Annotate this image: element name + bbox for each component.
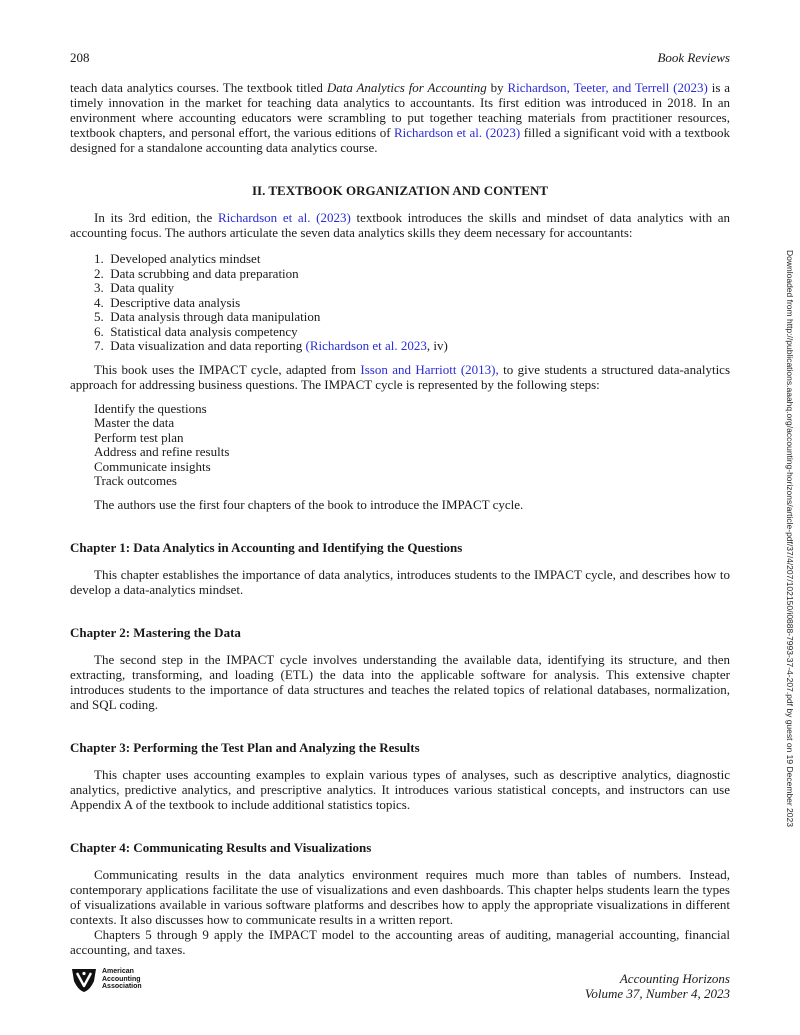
running-head: Book Reviews	[657, 50, 730, 65]
skill-7-text: 7. Data visualization and data reporting	[94, 338, 306, 353]
aaa-logo-text	[102, 968, 142, 991]
chapter-3-text: This chapter uses accounting examples to explain various types of analyses, such as descriptive analytics, diagnostic analytics, predictive analytics, and prescriptive analytics. It introduces various statistical concepts, and instructors can use Appendix A of the textbook to include additional statistics topics.	[70, 766, 730, 812]
intro-text-2: by	[486, 80, 508, 95]
chapter-3-heading: Chapter 3: Performing the Test Plan and Analyzing the Results	[70, 739, 420, 755]
logo-line-3: Association	[102, 983, 142, 991]
section-heading: II. TEXTBOOK ORGANIZATION AND CONTENT	[251, 183, 549, 198]
aaa-shield-icon	[70, 966, 98, 994]
impact-step: Master the data	[94, 415, 175, 430]
page-header	[70, 50, 730, 70]
citation-link-richardson-et-al[interactable]: Richardson et al. (2023)	[393, 125, 521, 140]
impact-step: Track outcomes	[94, 473, 177, 488]
book-title: Data Analytics for Accounting	[326, 80, 487, 95]
impact-step: Address and refine results	[94, 444, 230, 459]
skill-item: 4. Descriptive data analysis	[94, 294, 241, 310]
logo-line-2: Accounting	[102, 975, 141, 983]
journal-name: Accounting Horizons	[619, 971, 730, 986]
section-paragraph-2	[70, 362, 730, 392]
skill-item: 1. Developed analytics mindset	[94, 251, 261, 266]
chapter-4-text: Communicating results in the data analytics environment requires much more than tables of numbers. Instead, contemporary applications facilitate the use of visualizations and even dashboards. This chapter helps students learn the types of visualizations available in various software platforms and describes how to apply the appropriate visualizations in different contexts. It also discusses how to communicate results in a written report.	[70, 866, 730, 927]
impact-step: Identify the questions	[94, 400, 207, 416]
skills-list	[70, 252, 730, 354]
logo-line-1: American	[102, 968, 134, 975]
citation-link-richardson-2023[interactable]: (Richardson et al. 2023	[305, 338, 427, 353]
section-text-3: This book uses the IMPACT cycle, adapted from	[94, 361, 361, 377]
intro-text-4: filled a significant void with a textbook designed for a standalone accounting data analytics course.	[70, 125, 730, 155]
intro-text-1: teach data analytics courses. The textbook titled	[70, 80, 327, 95]
article-body	[70, 80, 730, 957]
chapter-1-heading: Chapter 1: Data Analytics in Accounting and Identifying the Questions	[70, 539, 463, 555]
journal-volume: Volume 37, Number 4, 2023	[584, 986, 730, 1001]
skill-item	[94, 339, 730, 354]
download-notice	[785, 250, 799, 827]
section-text-4: to give students a structured data-analytics approach for addressing business questions. The IMPACT cycle is represented by the following steps:	[70, 361, 731, 392]
intro-text-3: is a timely innovation in the market for teaching data analytics to accountants. Its first edition was introduced in 2018. In an environment where accounting educators were scrambling to put together teaching materials from practitioner resources, textbook chapters, and personal effort, the various editions of	[70, 80, 731, 140]
citation-link-richardson-et-al-2[interactable]: Richardson et al. (2023)	[217, 210, 351, 225]
section-text-1: In its 3rd edition, the	[94, 210, 218, 225]
citation-link-richardson-teeter-terrell[interactable]: Richardson, Teeter, and Terrell (2023)	[507, 80, 708, 95]
citation-link-isson-harriott[interactable]: Isson and Harriott (2013),	[360, 361, 499, 377]
impact-steps-list	[94, 402, 730, 489]
page-number: 208	[70, 50, 90, 65]
impact-step: Communicate insights	[94, 458, 211, 474]
intro-paragraph	[70, 80, 730, 155]
journal-footer	[585, 971, 730, 1001]
impact-step: Perform test plan	[94, 429, 184, 445]
chapter-4-heading: Chapter 4: Communicating Results and Visualizations	[70, 839, 372, 855]
section-text-2: textbook introduces the skills and mindset of data analytics with an accounting focus. The authors articulate the seven data analytics skills they deem necessary for accountants:	[70, 210, 730, 240]
skill-item: 5. Data analysis through data manipulation	[94, 309, 321, 324]
skill-item: 6. Statistical data analysis competency	[94, 323, 298, 339]
chapter-2-heading: Chapter 2: Mastering the Data	[70, 624, 241, 640]
closing-paragraph: Chapters 5 through 9 apply the IMPACT model to the accounting areas of auditing, managerial accounting, financial accounting, and taxes.	[70, 926, 730, 957]
skill-item: 3. Data quality	[94, 280, 175, 295]
aaa-logo	[70, 966, 160, 996]
section-paragraph-1	[70, 210, 730, 240]
section-paragraph-3: The authors use the first four chapters of the book to introduce the IMPACT cycle.	[94, 496, 524, 512]
skill-7-page: , iv)	[426, 338, 448, 353]
chapter-1-text: This chapter establishes the importance of data analytics, introduces students to the IMPACT cycle, and describes how to develop a data-analytics mindset.	[70, 566, 730, 597]
download-notice-text: Downloaded from http://publications.aaahq.org/accounting-horizons/article-pdf/37/4/207/102150/i0888-7993-37-4-207.pdf by guest on 19 December 2023	[785, 250, 795, 827]
skill-item: 2. Data scrubbing and data preparation	[94, 265, 299, 281]
chapter-2-text: The second step in the IMPACT cycle involves understanding the available data, identifying its structure, and then extracting, transforming, and loading (ETL) the data into the applicable software for analysis. This extensive chapter introduces students to the importance of data structures and teaches the related topics of relational databases, normalization, and SQL coding.	[70, 651, 730, 712]
